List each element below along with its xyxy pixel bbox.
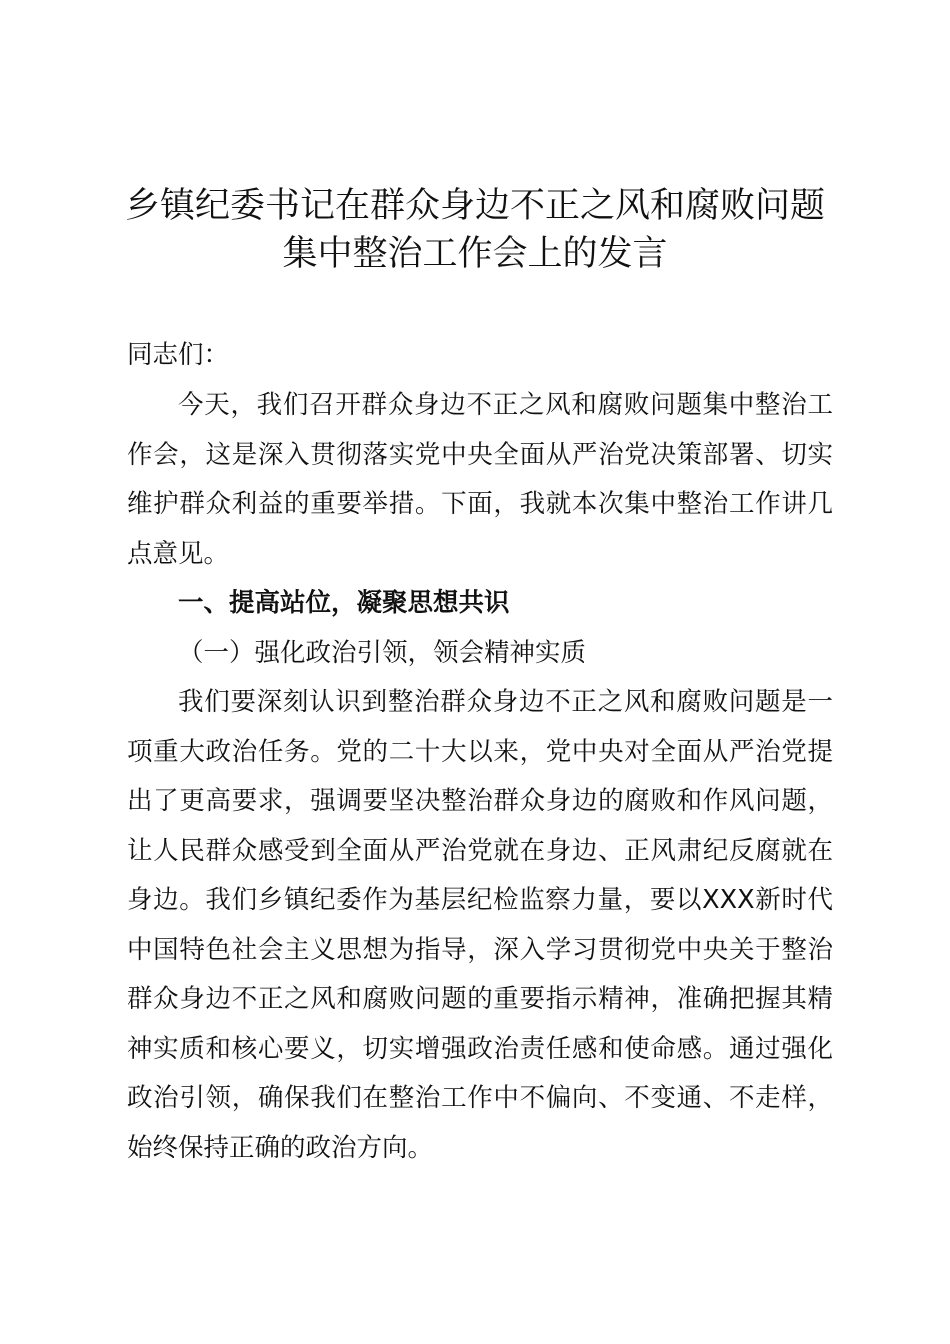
document-title-line-1: 乡镇纪委书记在群众身边不正之风和腐败问题 bbox=[124, 186, 825, 226]
salutation: 同志们： bbox=[127, 340, 230, 370]
body-paragraph: 我们要深刻认识到整治群众身边不正之风和腐败问题是一项重大政治任务。党的二十大以来，党中央对全面从严治党提出了更高要求，强调要坚决整治群众身边的腐败和作风问题，让人民群众感受到全面从严治党就在身边、正风肃纪反腐就在身边。我们乡镇纪委作为基层纪检监察力量，要以XXX新时代中国特色社会主义思想为指导，深入学习贯彻党中央关于整治群众身边不正之风和腐败问题的重要指示精神，准确把握其精神实质和核心要义，切实增强政治责任感和使命感。通过强化政治引领，确保我们在整治工作中不偏向、不变通、不走样，始终保持正确的政治方向。 bbox=[127, 687, 833, 1163]
document-title-line-2: 集中整治工作会上的发言 bbox=[282, 234, 668, 274]
intro-paragraph: 今天，我们召开群众身边不正之风和腐败问题集中整治工作会，这是深入贯彻落实党中央全面从严治党决策部署、切实维护群众利益的重要举措。下面，我就本次集中整治工作讲几点意见。 bbox=[127, 390, 833, 569]
subsection-heading: （一）强化政治引领，领会精神实质 bbox=[178, 638, 587, 668]
section-heading: 一、提高站位，凝聚思想共识 bbox=[178, 588, 510, 618]
